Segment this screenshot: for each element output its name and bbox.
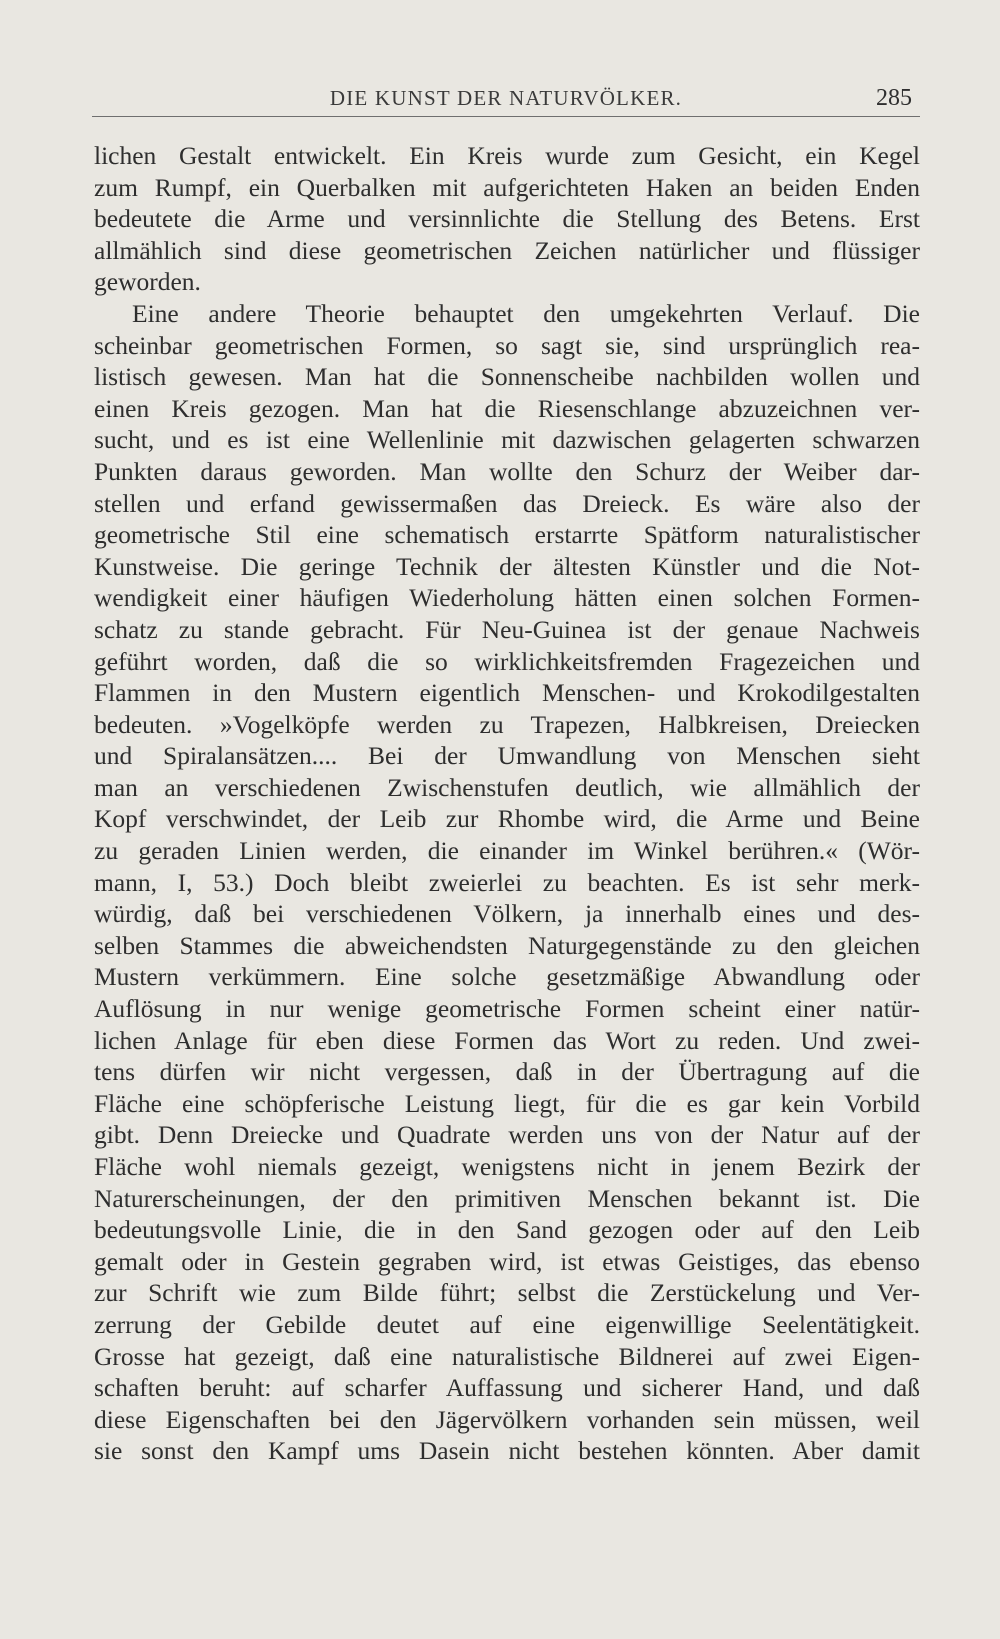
text-line: Auflösung in nur wenige geometrische Formen scheint einer natür- bbox=[94, 994, 920, 1024]
text-line: schatz zu stande gebracht. Für Neu-Guinea ist der genaue Nachweis bbox=[94, 614, 920, 644]
text-line: man an verschiedenen Zwischenstufen deutlich, wie allmählich der bbox=[94, 772, 920, 802]
text-line: bedeuten. »Vogelköpfe werden zu Trapezen, Halbkreisen, Dreiecken bbox=[94, 709, 920, 739]
text-line: zum Rumpf, ein Querbalken mit aufgerichteten Haken an beiden Enden bbox=[94, 172, 920, 202]
running-title: DIE KUNST DER NATURVÖLKER. bbox=[329, 86, 683, 110]
text-line: würdig, daß bei verschiedenen Völkern, ja innerhalb eines und des- bbox=[94, 899, 920, 929]
text-line: sie sonst den Kampf ums Dasein nicht bestehen könnten. Aber damit bbox=[94, 1436, 920, 1466]
text-line: Flammen in den Mustern eigentlich Menschen- und Krokodilgestalten bbox=[94, 678, 920, 708]
text-line: geometrische Stil eine schematisch erstarrte Spätform naturalistischer bbox=[94, 520, 920, 550]
text-line: zerrung der Gebilde deutet auf eine eigenwillige Seelentätigkeit. bbox=[94, 1309, 920, 1339]
text-line: wendigkeit einer häufigen Wiederholung hätten einen solchen Formen- bbox=[94, 583, 920, 613]
text-line: Eine andere Theorie behauptet den umgekehrten Verlauf. Die bbox=[132, 298, 920, 328]
text-line: einen Kreis gezogen. Man hat die Riesenschlange abzuzeichnen ver- bbox=[94, 393, 920, 423]
text-line: Grosse hat gezeigt, daß eine naturalistische Bildnerei auf zwei Eigen- bbox=[94, 1341, 920, 1371]
text-line: geführt worden, daß die so wirklichkeitsfremden Fragezeichen und bbox=[94, 646, 920, 676]
text-line: lichen Anlage für eben diese Formen das Wort zu reden. Und zwei- bbox=[94, 1025, 920, 1055]
text-line: listisch gewesen. Man hat die Sonnenscheibe nachbilden wollen und bbox=[94, 362, 920, 392]
text-line: bedeutete die Arme und versinnlichte die Stellung des Betens. Erst bbox=[94, 204, 920, 234]
text-line: schaften beruht: auf scharfer Auffassung und sicherer Hand, und daß bbox=[94, 1373, 920, 1403]
text-line: selben Stammes die abweichendsten Naturgegenstände zu den gleichen bbox=[94, 930, 920, 960]
text-line: lichen Gestalt entwickelt. Ein Kreis wurde zum Gesicht, ein Kegel bbox=[94, 141, 920, 170]
page-number: 285 bbox=[876, 85, 912, 111]
text-line: allmählich sind diese geometrischen Zeichen natürlicher und flüssiger bbox=[94, 235, 920, 265]
text-line: stellen und erfand gewissermaßen das Dreieck. Es wäre also der bbox=[94, 488, 920, 518]
text-line: diese Eigenschaften bei den Jägervölkern vorhanden sein müssen, weil bbox=[94, 1404, 920, 1434]
text-line: tens dürfen wir nicht vergessen, daß in der Übertragung auf die bbox=[94, 1057, 920, 1087]
text-line: Kunstweise. Die geringe Technik der ältesten Künstler und die Not- bbox=[94, 551, 920, 581]
text-line: gibt. Denn Dreiecke und Quadrate werden uns von der Natur auf der bbox=[94, 1120, 920, 1150]
text-line: scheinbar geometrischen Formen, so sagt sie, sind ursprünglich rea- bbox=[94, 330, 920, 360]
text-line: Kopf verschwindet, der Leib zur Rhombe wird, die Arme und Beine bbox=[94, 804, 920, 834]
body-text bbox=[94, 140, 920, 1467]
text-line: Mustern verkümmern. Eine solche gesetzmäßige Abwandlung oder bbox=[94, 962, 920, 992]
text-line: zur Schrift wie zum Bilde führt; selbst die Zerstückelung und Ver- bbox=[94, 1278, 920, 1308]
page-header bbox=[92, 82, 920, 117]
text-line: Naturerscheinungen, der den primitiven Menschen bekannt ist. Die bbox=[94, 1183, 920, 1213]
text-line: Punkten daraus geworden. Man wollte den Schurz der Weiber dar- bbox=[94, 456, 920, 486]
text-line: bedeutungsvolle Linie, die in den Sand gezogen oder auf den Leib bbox=[94, 1215, 920, 1245]
text-line: zu geraden Linien werden, die einander im Winkel berühren.« (Wör- bbox=[94, 836, 920, 866]
text-line: Fläche eine schöpferische Leistung liegt, für die es gar kein Vorbild bbox=[94, 1088, 920, 1118]
text-line: gemalt oder in Gestein gegraben wird, ist etwas Geistiges, das ebenso bbox=[94, 1246, 920, 1276]
text-line: geworden. bbox=[94, 267, 201, 297]
text-line: mann, I, 53.) Doch bleibt zweierlei zu beachten. Es ist sehr merk- bbox=[94, 867, 920, 897]
text-line: sucht, und es ist eine Wellenlinie mit dazwischen gelagerten schwarzen bbox=[94, 425, 920, 455]
text-line: und Spiralansätzen.... Bei der Umwandlung von Menschen sieht bbox=[94, 741, 920, 771]
text-line: Fläche wohl niemals gezeigt, wenigstens nicht in jenem Bezirk der bbox=[94, 1152, 920, 1181]
